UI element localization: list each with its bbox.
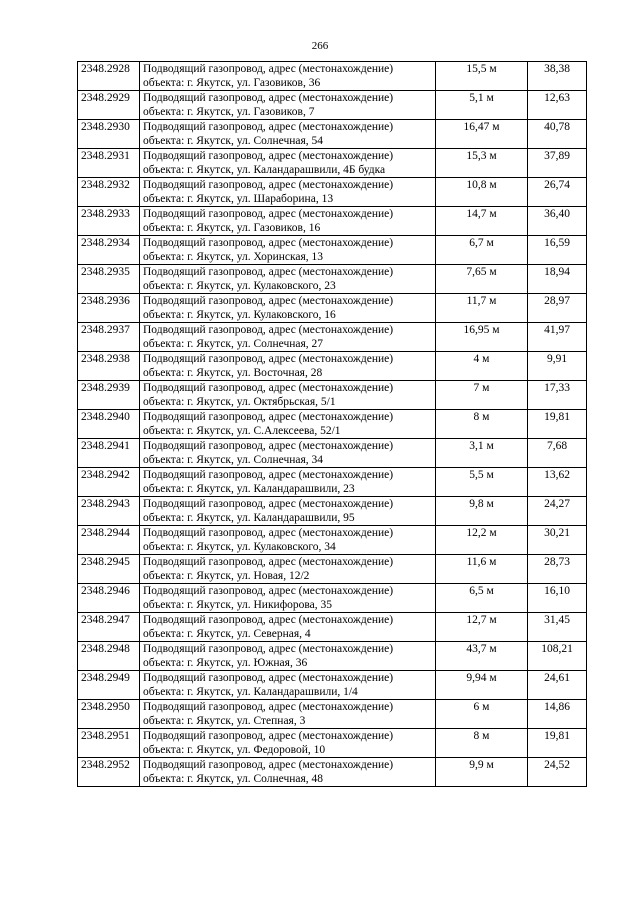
description-line-2: объекта: г. Якутск, ул. Газовиков, 7 [143,106,315,118]
row-description [140,207,436,236]
row-length: 7 м [436,381,528,410]
row-length: 10,8 м [436,178,528,207]
table-row [78,729,587,758]
description-line-1: Подводящий газопровод, адрес (местонахождение) [143,527,394,539]
description-line-1: Подводящий газопровод, адрес (местонахождение) [143,208,394,220]
description-line-2: объекта: г. Якутск, ул. Солнечная, 54 [143,135,324,147]
description-line-1: Подводящий газопровод, адрес (местонахождение) [143,179,394,191]
table-row [78,439,587,468]
description-line-2: объекта: г. Якутск, ул. Октябрьская, 5/1 [143,396,336,408]
row-description [140,410,436,439]
row-value: 31,45 [528,613,587,642]
row-length: 12,7 м [436,613,528,642]
row-number: 2348.2935 [78,265,140,294]
description-line-1: Подводящий газопровод, адрес (местонахождение) [143,411,394,423]
table-row [78,236,587,265]
row-value: 28,97 [528,294,587,323]
row-number: 2348.2948 [78,642,140,671]
row-value: 13,62 [528,468,587,497]
row-number: 2348.2942 [78,468,140,497]
row-description [140,439,436,468]
description-line-1: Подводящий газопровод, адрес (местонахождение) [143,440,394,452]
row-value: 12,63 [528,91,587,120]
description-line-1: Подводящий газопровод, адрес (местонахождение) [143,266,394,278]
description-line-1: Подводящий газопровод, адрес (местонахождение) [143,730,394,742]
row-value: 18,94 [528,265,587,294]
row-number: 2348.2932 [78,178,140,207]
description-line-2: объекта: г. Якутск, ул. Газовиков, 16 [143,222,321,234]
row-description [140,178,436,207]
row-value: 38,38 [528,62,587,91]
row-description [140,294,436,323]
description-line-2: объекта: г. Якутск, ул. Южная, 36 [143,657,308,669]
description-line-1: Подводящий газопровод, адрес (местонахождение) [143,759,394,771]
row-description [140,671,436,700]
description-line-2: объекта: г. Якутск, ул. Восточная, 28 [143,367,323,379]
description-line-1: Подводящий газопровод, адрес (местонахождение) [143,382,394,394]
description-line-1: Подводящий газопровод, адрес (местонахождение) [143,672,394,684]
row-length: 5,5 м [436,468,528,497]
row-description [140,91,436,120]
table-row [78,700,587,729]
row-value: 14,86 [528,700,587,729]
description-line-2: объекта: г. Якутск, ул. Кулаковского, 16 [143,309,336,321]
table-row [78,178,587,207]
row-number: 2348.2945 [78,555,140,584]
table-row [78,120,587,149]
row-length: 11,7 м [436,294,528,323]
description-line-2: объекта: г. Якутск, ул. Новая, 12/2 [143,570,310,582]
row-value: 19,81 [528,729,587,758]
row-value: 16,59 [528,236,587,265]
row-number: 2348.2939 [78,381,140,410]
row-length: 12,2 м [436,526,528,555]
row-value: 16,10 [528,584,587,613]
description-line-1: Подводящий газопровод, адрес (местонахождение) [143,585,394,597]
row-value: 108,21 [528,642,587,671]
registry-table [77,61,587,787]
description-line-2: объекта: г. Якутск, ул. Никифорова, 35 [143,599,333,611]
row-description [140,497,436,526]
table-row [78,352,587,381]
description-line-1: Подводящий газопровод, адрес (местонахождение) [143,92,394,104]
row-length: 6,7 м [436,236,528,265]
row-length: 16,47 м [436,120,528,149]
row-length: 9,9 м [436,758,528,787]
description-line-2: объекта: г. Якутск, ул. Хоринская, 13 [143,251,324,263]
row-length: 11,6 м [436,555,528,584]
description-line-2: объекта: г. Якутск, ул. Солнечная, 48 [143,773,324,785]
row-value: 37,89 [528,149,587,178]
row-length: 4 м [436,352,528,381]
row-length: 16,95 м [436,323,528,352]
table-row [78,381,587,410]
description-line-1: Подводящий газопровод, адрес (местонахождение) [143,295,394,307]
row-number: 2348.2950 [78,700,140,729]
table-row [78,497,587,526]
description-line-2: объекта: г. Якутск, ул. Солнечная, 27 [143,338,324,350]
row-length: 15,5 м [436,62,528,91]
row-value: 19,81 [528,410,587,439]
row-number: 2348.2949 [78,671,140,700]
row-description [140,468,436,497]
table-row [78,642,587,671]
description-line-2: объекта: г. Якутск, ул. Солнечная, 34 [143,454,324,466]
table-row [78,758,587,787]
row-description [140,584,436,613]
row-number: 2348.2943 [78,497,140,526]
row-description [140,381,436,410]
description-line-1: Подводящий газопровод, адрес (местонахождение) [143,614,394,626]
row-description [140,265,436,294]
description-line-2: объекта: г. Якутск, ул. Кулаковского, 23 [143,280,336,292]
row-value: 17,33 [528,381,587,410]
description-line-2: объекта: г. Якутск, ул. С.Алексеева, 52/1 [143,425,341,437]
row-number: 2348.2937 [78,323,140,352]
row-value: 40,78 [528,120,587,149]
row-number: 2348.2944 [78,526,140,555]
row-number: 2348.2941 [78,439,140,468]
description-line-2: объекта: г. Якутск, ул. Каландарашвили, 1/4 [143,686,358,698]
row-value: 7,68 [528,439,587,468]
page-number: 266 [311,40,329,52]
row-description [140,352,436,381]
row-description [140,323,436,352]
description-line-1: Подводящий газопровод, адрес (местонахождение) [143,701,394,713]
row-length: 14,7 м [436,207,528,236]
description-line-1: Подводящий газопровод, адрес (местонахождение) [143,150,394,162]
description-line-2: объекта: г. Якутск, ул. Федоровой, 10 [143,744,326,756]
row-description [140,729,436,758]
row-number: 2348.2936 [78,294,140,323]
row-value: 26,74 [528,178,587,207]
row-value: 24,27 [528,497,587,526]
row-value: 24,52 [528,758,587,787]
row-description [140,700,436,729]
description-line-2: объекта: г. Якутск, ул. Каландарашвили, 4Б будка [143,164,386,176]
description-line-1: Подводящий газопровод, адрес (местонахождение) [143,324,394,336]
row-length: 7,65 м [436,265,528,294]
description-line-2: объекта: г. Якутск, ул. Северная, 4 [143,628,311,640]
row-description [140,613,436,642]
row-length: 9,8 м [436,497,528,526]
row-number: 2348.2933 [78,207,140,236]
row-number: 2348.2931 [78,149,140,178]
row-length: 3,1 м [436,439,528,468]
row-length: 6,5 м [436,584,528,613]
row-number: 2348.2938 [78,352,140,381]
table-row [78,613,587,642]
row-value: 28,73 [528,555,587,584]
table-row [78,294,587,323]
row-description [140,62,436,91]
row-description [140,526,436,555]
row-number: 2348.2934 [78,236,140,265]
row-number: 2348.2946 [78,584,140,613]
row-description [140,149,436,178]
description-line-2: объекта: г. Якутск, ул. Шараборина, 13 [143,193,334,205]
table-row [78,555,587,584]
row-length: 5,1 м [436,91,528,120]
description-line-2: объекта: г. Якутск, ул. Степная, 3 [143,715,306,727]
row-length: 43,7 м [436,642,528,671]
row-number: 2348.2951 [78,729,140,758]
description-line-2: объекта: г. Якутск, ул. Газовиков, 36 [143,77,321,89]
row-number: 2348.2940 [78,410,140,439]
row-description [140,758,436,787]
row-number: 2348.2928 [78,62,140,91]
table-row [78,526,587,555]
row-number: 2348.2930 [78,120,140,149]
description-line-1: Подводящий газопровод, адрес (местонахождение) [143,643,394,655]
table-row [78,671,587,700]
row-value: 24,61 [528,671,587,700]
row-value: 9,91 [528,352,587,381]
row-number: 2348.2947 [78,613,140,642]
table-row [78,91,587,120]
table-row [78,410,587,439]
row-length: 8 м [436,410,528,439]
description-line-2: объекта: г. Якутск, ул. Каландарашвили, 95 [143,512,355,524]
row-value: 41,97 [528,323,587,352]
table-row [78,62,587,91]
row-description [140,236,436,265]
table-row [78,584,587,613]
row-length: 9,94 м [436,671,528,700]
description-line-1: Подводящий газопровод, адрес (местонахождение) [143,63,394,75]
row-description [140,555,436,584]
description-line-1: Подводящий газопровод, адрес (местонахождение) [143,353,394,365]
row-length: 8 м [436,729,528,758]
description-line-1: Подводящий газопровод, адрес (местонахождение) [143,556,394,568]
row-number: 2348.2929 [78,91,140,120]
row-description [140,120,436,149]
table-row [78,207,587,236]
row-length: 6 м [436,700,528,729]
table-row [78,265,587,294]
row-number: 2348.2952 [78,758,140,787]
description-line-1: Подводящий газопровод, адрес (местонахождение) [143,469,394,481]
row-length: 15,3 м [436,149,528,178]
table-row [78,149,587,178]
table-row [78,468,587,497]
table-row [78,323,587,352]
description-line-2: объекта: г. Якутск, ул. Кулаковского, 34 [143,541,336,553]
description-line-1: Подводящий газопровод, адрес (местонахождение) [143,237,394,249]
registry-table-body [78,62,587,787]
row-value: 30,21 [528,526,587,555]
description-line-1: Подводящий газопровод, адрес (местонахождение) [143,498,394,510]
row-value: 36,40 [528,207,587,236]
description-line-1: Подводящий газопровод, адрес (местонахождение) [143,121,394,133]
row-description [140,642,436,671]
description-line-2: объекта: г. Якутск, ул. Каландарашвили, 23 [143,483,355,495]
